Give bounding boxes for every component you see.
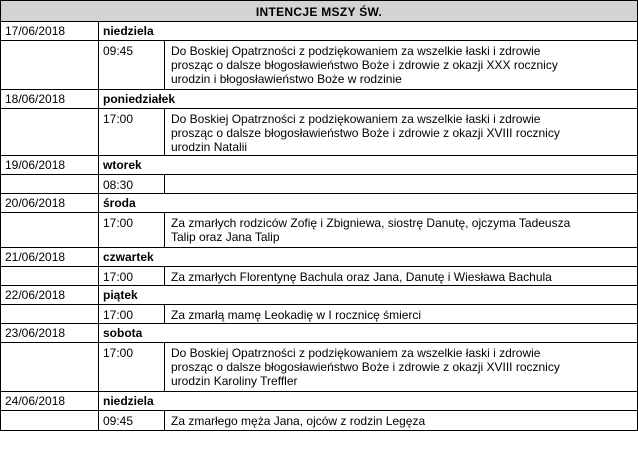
mass-time-cell: 17:00 <box>99 343 165 391</box>
empty-date-cell <box>0 305 99 323</box>
mass-time-cell: 09:45 <box>99 41 165 89</box>
intentions-table <box>0 22 637 431</box>
date-cell: 22/06/2018 <box>0 286 99 304</box>
empty-date-cell <box>0 41 99 89</box>
empty-date-cell <box>0 267 99 285</box>
empty-date-cell <box>0 213 99 247</box>
intention-text-cell: Za zmarłego męża Jana, ojców z rodzin Legęza <box>171 414 426 428</box>
weekday-cell: środa <box>103 196 136 210</box>
day-header-row <box>0 392 637 411</box>
date-cell: 18/06/2018 <box>0 90 99 108</box>
mass-row <box>0 305 637 324</box>
mass-row <box>0 175 637 194</box>
day-header-row <box>0 90 637 109</box>
weekday-cell: niedziela <box>103 394 154 408</box>
intention-text-cell <box>165 175 637 193</box>
weekday-cell: niedziela <box>103 24 154 38</box>
date-cell: 21/06/2018 <box>0 248 99 266</box>
intention-text-cell: Za zmarłą mamę Leokadię w I rocznicę śmierci <box>171 308 422 322</box>
date-cell: 20/06/2018 <box>0 194 99 212</box>
day-header-row <box>0 248 637 267</box>
intention-text-cell: Do Boskiej Opatrzności z podziękowaniem za wszelkie łaski i zdrowie prosząc o dalsze błogosławieństwo Boże i zdrowie z okazji XXX rocznicy urodzin i błogosławieństwo Boże w rodzinie <box>171 44 558 86</box>
day-header-row <box>0 194 637 213</box>
weekday-cell: wtorek <box>103 158 142 172</box>
weekday-cell: piątek <box>103 288 138 302</box>
intention-text-cell: Za zmarłych rodziców Zofię i Zbigniewa, siostrę Danutę, ojczyma Tadeusza Talip oraz Jana Talip <box>171 216 571 244</box>
mass-time-cell: 08:30 <box>99 175 165 193</box>
mass-row <box>0 41 637 90</box>
date-cell: 23/06/2018 <box>0 324 99 342</box>
mass-row <box>0 267 637 286</box>
date-cell: 17/06/2018 <box>0 22 99 40</box>
weekday-cell: sobota <box>103 326 143 340</box>
intention-text-cell: Za zmarłych Florentynę Bachula oraz Jana, Danutę i Wiesława Bachula <box>171 270 552 284</box>
mass-time-cell: 17:00 <box>99 267 165 285</box>
day-header-row <box>0 324 637 343</box>
mass-row <box>0 213 637 248</box>
date-cell: 19/06/2018 <box>0 156 99 174</box>
mass-row <box>0 109 637 156</box>
sheet-title: INTENCJE MSZY ŚW. <box>0 0 637 22</box>
empty-date-cell <box>0 343 99 391</box>
day-header-row <box>0 22 637 41</box>
intention-text-cell: Do Boskiej Opatrzności z podziękowaniem za wszelkie łaski i zdrowie prosząc o dalsze błogosławieństwo Boże i zdrowie z okazji XVIII rocznicy urodzin Natalii <box>171 112 560 154</box>
day-header-row <box>0 286 637 305</box>
weekday-cell: czwartek <box>103 250 154 264</box>
mass-time-cell: 17:00 <box>99 305 165 323</box>
empty-date-cell <box>0 411 99 430</box>
mass-row <box>0 343 637 392</box>
empty-date-cell <box>0 109 99 155</box>
date-cell: 24/06/2018 <box>0 392 99 410</box>
empty-date-cell <box>0 175 99 193</box>
mass-time-cell: 17:00 <box>99 109 165 155</box>
mass-time-cell: 09:45 <box>99 411 165 430</box>
day-header-row <box>0 156 637 175</box>
mass-time-cell: 17:00 <box>99 213 165 247</box>
weekday-cell: poniedziałek <box>103 92 176 106</box>
mass-row <box>0 411 637 431</box>
intention-text-cell: Do Boskiej Opatrzności z podziękowaniem za wszelkie łaski i zdrowie prosząc o dalsze błogosławieństwo Boże i zdrowie z okazji XVIII rocznicy urodzin Karoliny Treffler <box>171 346 560 388</box>
